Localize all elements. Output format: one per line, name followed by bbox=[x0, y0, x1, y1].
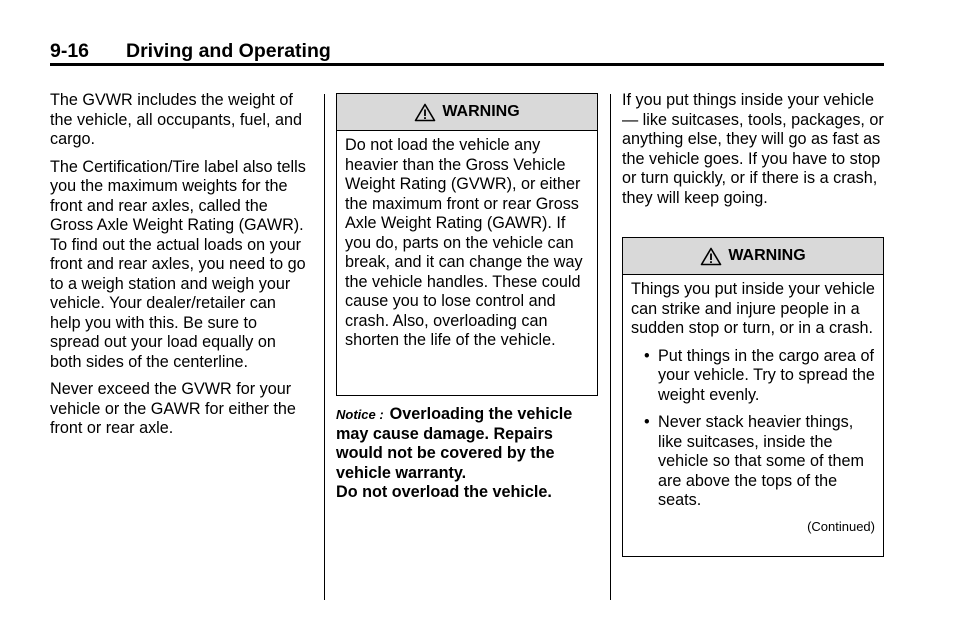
paragraph: The Certification/Tire label also tells you the maximum weights for the front and rear axles, called the Gross Axle Weight Rating (GAWR). To find out the actual loads on your front and rear axles, you need to go to a weigh station and weigh your vehicle. Your dealer/retailer can help you with this. Be sure to spread out your load equally on both sides of the centerline. bbox=[50, 157, 306, 371]
continued-label: (Continued) bbox=[807, 518, 875, 534]
page-number: 9-16 bbox=[50, 40, 90, 62]
page-header bbox=[50, 40, 331, 63]
column-3 bbox=[622, 91, 886, 216]
list-item: • Put things in the cargo area of your vehicle. Try to spread the weight evenly. bbox=[631, 347, 875, 406]
paragraph: The GVWR includes the weight of the vehicle, all occupants, fuel, and cargo. bbox=[50, 91, 302, 148]
column-divider bbox=[610, 94, 611, 600]
paragraph: Never exceed the GVWR for your vehicle or the GAWR for either the front or rear axle. bbox=[50, 380, 296, 437]
notice-text-2: Do not overload the vehicle. bbox=[336, 483, 552, 501]
warning-triangle-icon bbox=[414, 103, 436, 122]
header-rule bbox=[50, 63, 884, 66]
bullet-list bbox=[631, 347, 875, 511]
column-1 bbox=[50, 91, 306, 447]
notice-block bbox=[336, 405, 600, 503]
warning-text: Things you put inside your vehicle can strike and injure people in a sudden stop or turn, or in a crash. bbox=[631, 280, 875, 337]
warning-label: WARNING bbox=[442, 103, 520, 120]
warning-label: WARNING bbox=[728, 247, 806, 264]
warning-box bbox=[622, 237, 884, 557]
notice-label: Notice : bbox=[336, 407, 384, 422]
warning-box bbox=[336, 93, 598, 396]
warning-header bbox=[623, 238, 883, 275]
column-divider bbox=[324, 94, 325, 600]
warning-header bbox=[337, 94, 597, 131]
warning-triangle-icon bbox=[700, 247, 722, 266]
warning-content bbox=[623, 275, 883, 536]
notice-text: Overloading the vehicle may cause damage. Repairs would not be covered by the vehicle warranty. bbox=[336, 405, 573, 482]
paragraph: If you put things inside your vehicle — like suitcases, tools, packages, or anything else, they will go as fast as the vehicle goes. If you have to stop or turn quickly, or if there is a crash, they will keep going. bbox=[622, 91, 884, 207]
list-item: • Never stack heavier things, like suitcases, inside the vehicle so that some of them are above the tops of the seats. bbox=[631, 413, 875, 511]
section-title: Driving and Operating bbox=[126, 40, 331, 62]
warning-text: Do not load the vehicle any heavier than the Gross Vehicle Weight Rating (GVWR), or either the maximum front or rear Gross Axle Weight Rating (GAWR). If you do, parts on the vehicle can break, and it can change the way the vehicle handles. These could cause you to lose control and crash. Also, overloading can shorten the life of the vehicle. bbox=[345, 136, 583, 349]
